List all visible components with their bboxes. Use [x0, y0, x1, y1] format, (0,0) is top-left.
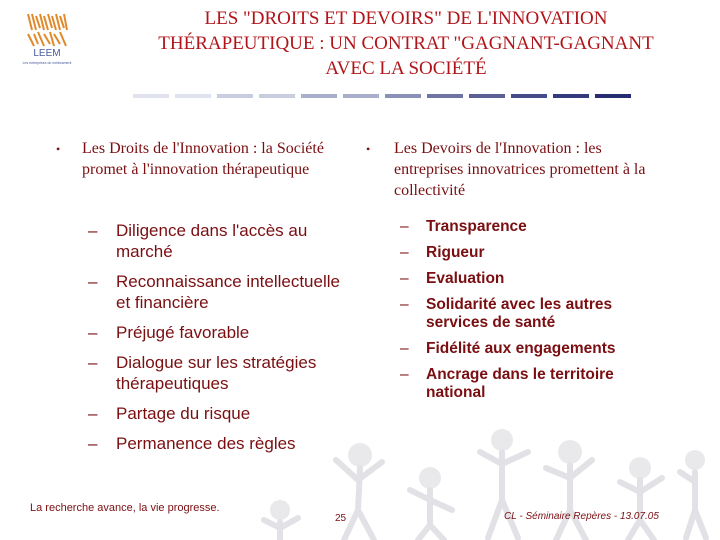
- divider-segment: [301, 94, 337, 98]
- duties-list-item-text: Transparence: [426, 218, 527, 235]
- divider-segment: [553, 94, 589, 98]
- dash-marker: –: [400, 340, 409, 357]
- footer-reference: CL - Séminaire Repères - 13.07.05: [504, 511, 659, 522]
- dash-marker: –: [400, 244, 409, 261]
- logo-wordmark: LEEM: [33, 48, 61, 59]
- dash-marker: –: [400, 270, 409, 287]
- rights-list-item-text: Partage du risque: [116, 404, 251, 423]
- duties-list-item-text: Ancrage dans le territoire national: [426, 366, 614, 401]
- rights-list-item: [88, 403, 350, 424]
- dash-marker: –: [88, 434, 98, 453]
- dash-marker: –: [88, 353, 98, 372]
- title-divider: [133, 94, 637, 98]
- rights-list-item-text: Permanence des règles: [116, 434, 296, 453]
- duties-list-item: [394, 340, 654, 358]
- left-heading: Les Droits de l'Innovation : la Société promet à l'innovation thérapeutique: [82, 140, 324, 178]
- duties-list-item: [394, 244, 654, 262]
- page-number: 25: [335, 513, 347, 524]
- dash-marker: –: [88, 404, 98, 423]
- divider-segment: [469, 94, 505, 98]
- slide-title: [96, 6, 716, 81]
- divider-segment: [175, 94, 211, 98]
- rights-list-item: [88, 220, 350, 262]
- dash-marker: –: [88, 272, 98, 291]
- divider-segment: [511, 94, 547, 98]
- title-line-3: AVEC LA SOCIÉTÉ: [325, 58, 487, 79]
- divider-segment: [385, 94, 421, 98]
- footer-tagline: La recherche avance, la vie progresse.: [30, 502, 220, 514]
- duties-list-item-text: Rigueur: [426, 244, 485, 261]
- divider-segment: [259, 94, 295, 98]
- divider-segment: [343, 94, 379, 98]
- divider-segment: [427, 94, 463, 98]
- duties-list-item: [394, 270, 654, 288]
- title-line-1: LES "DROITS ET DEVOIRS" DE L'INNOVATION: [204, 8, 608, 29]
- rights-list-item: [88, 271, 350, 313]
- rights-list-item: [88, 433, 350, 454]
- duties-list-item: [394, 366, 654, 402]
- rights-list-item-text: Préjugé favorable: [116, 323, 250, 342]
- right-bullet: •: [366, 142, 371, 156]
- rights-list-item-text: Dialogue sur les stratégies thérapeutiques: [116, 353, 317, 393]
- rights-list-item-text: Reconnaissance intellectuelle et financière: [116, 272, 340, 312]
- dash-marker: –: [88, 323, 98, 342]
- duties-list-item-text: Solidarité avec les autres services de santé: [426, 296, 613, 331]
- duties-list: [394, 218, 654, 410]
- dash-marker: –: [88, 221, 98, 240]
- divider-segment: [217, 94, 253, 98]
- divider-segment: [595, 94, 631, 98]
- rights-list-item-text: Diligence dans l'accès au marché: [116, 221, 308, 261]
- logo-figures: [28, 14, 67, 46]
- rights-list-item: [88, 322, 350, 343]
- right-heading: Les Devoirs de l'Innovation : les entreprises innovatrices promettent à la collectivité: [394, 140, 646, 199]
- title-line-2: THÉRAPEUTIQUE : UN CONTRAT "GAGNANT-GAGNANT: [158, 33, 654, 54]
- rights-list-item: [88, 352, 350, 394]
- duties-list-item: [394, 218, 654, 236]
- rights-list: [88, 220, 350, 463]
- leem-logo: [22, 8, 72, 68]
- duties-list-item-text: Fidélité aux engagements: [426, 340, 616, 357]
- left-bullet: •: [56, 142, 61, 156]
- dash-marker: –: [400, 296, 409, 313]
- duties-list-item-text: Evaluation: [426, 270, 505, 287]
- logo-subtext: Les entreprises du médicament: [22, 61, 72, 65]
- dash-marker: –: [400, 218, 409, 235]
- dash-marker: –: [400, 366, 409, 383]
- divider-segment: [133, 94, 169, 98]
- duties-list-item: [394, 296, 654, 332]
